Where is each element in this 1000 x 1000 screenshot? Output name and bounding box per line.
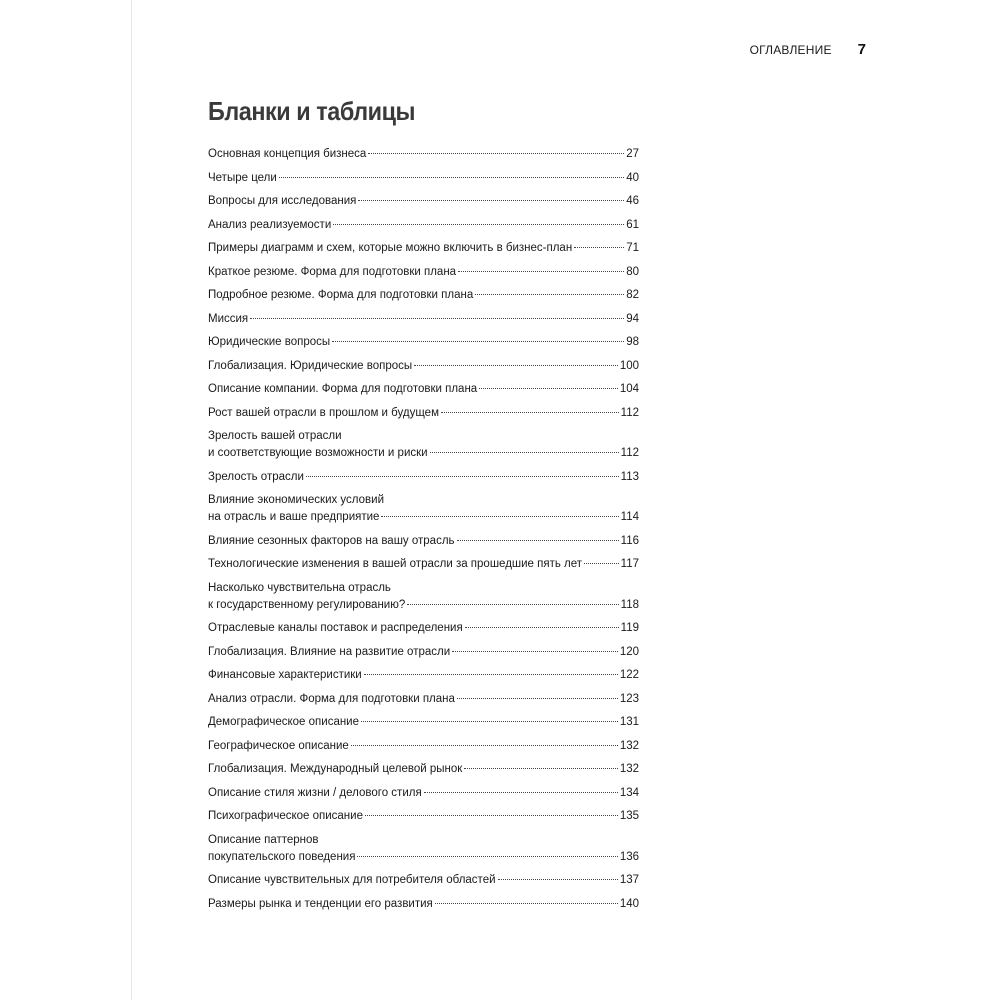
toc-entry-row — [208, 445, 639, 462]
toc-entry-row — [208, 533, 639, 550]
toc-entry-page: 82 — [626, 289, 639, 301]
toc-entry-title: Глобализация. Юридические вопросы — [208, 359, 413, 372]
dot-leader — [424, 792, 618, 793]
dot-leader — [414, 365, 618, 366]
toc-entry-page: 71 — [626, 242, 639, 254]
page-edge-line — [131, 0, 132, 1000]
dot-leader — [364, 674, 618, 675]
toc-entry-row — [208, 509, 639, 526]
toc-entry-row — [208, 667, 639, 684]
toc-entry-title: Зрелость отрасли — [208, 470, 304, 483]
toc-entry[interactable] — [208, 492, 639, 526]
toc-entry-title: Технологические изменения в вашей отрасли за прошедшие пять лет — [208, 558, 583, 570]
toc-entry-title: на отрасль и ваше предприятие — [208, 511, 380, 523]
toc-entry[interactable] — [208, 832, 639, 866]
toc-entry[interactable] — [208, 381, 639, 398]
dot-leader — [365, 815, 618, 816]
toc-entry-row — [208, 556, 639, 573]
toc-entry[interactable] — [208, 240, 639, 257]
toc-entry-title: Глобализация. Международный целевой рынок — [208, 763, 463, 775]
toc-entry[interactable] — [208, 533, 639, 550]
toc-entry[interactable] — [208, 691, 639, 708]
running-header — [750, 41, 866, 58]
toc-entry-title: Основная концепция бизнеса — [208, 148, 367, 160]
toc-entry[interactable] — [208, 193, 639, 210]
dot-leader — [465, 627, 619, 628]
toc-entry-title: Юридические вопросы — [208, 336, 331, 348]
toc-entry-page: 136 — [619, 850, 639, 863]
toc-entry-title: Отраслевые каналы поставок и распределения — [208, 622, 463, 634]
toc-entry-row — [208, 381, 639, 398]
toc-entry-title: Четыре цели — [208, 171, 277, 184]
toc-entry-row — [208, 738, 639, 755]
toc-entry-page: 118 — [620, 598, 639, 611]
toc-entry-page: 113 — [620, 470, 639, 483]
toc-entry-title: Психографическое описание — [208, 810, 363, 822]
dot-leader — [306, 476, 619, 477]
toc-entry-row — [208, 170, 639, 187]
dot-leader — [464, 768, 617, 769]
toc-entry-row — [208, 287, 639, 304]
toc-entry-page: 122 — [619, 669, 639, 681]
dot-leader — [357, 856, 617, 857]
toc-entry-title: покупательского поведения — [208, 850, 356, 863]
toc-entry-page: 112 — [620, 406, 639, 419]
toc-entry-page: 140 — [619, 897, 639, 910]
toc-entry-page: 132 — [619, 739, 639, 752]
toc-entry-title: Рост вашей отрасли в прошлом и будущем — [208, 406, 439, 419]
dot-leader — [479, 388, 618, 389]
toc-entry-title: Краткое резюме. Форма для подготовки плана — [208, 265, 457, 278]
toc-entry-page: 116 — [620, 534, 639, 547]
toc-entry-title: Вопросы для исследования — [208, 195, 357, 207]
toc-entry[interactable] — [208, 872, 639, 889]
toc-entry-title: Описание стиля жизни / делового стиля — [208, 786, 422, 799]
toc-entry-title: Финансовые характеристики — [208, 669, 362, 681]
toc-entry-page: 123 — [619, 692, 639, 705]
toc-entry[interactable] — [208, 808, 639, 825]
toc-entry-row — [208, 240, 639, 257]
toc-entry[interactable] — [208, 358, 639, 375]
toc-entry-row — [208, 597, 639, 614]
toc-entry-page: 114 — [620, 511, 639, 523]
toc-entry[interactable] — [208, 264, 639, 281]
toc-entry-row — [208, 405, 639, 422]
toc-entry-row — [208, 469, 639, 486]
toc-entry-title-line1: Описание паттернов — [208, 833, 319, 846]
toc-entry-page: 117 — [620, 558, 639, 570]
section-label: ОГЛАВЛЕНИЕ — [749, 43, 832, 57]
toc-entry-row — [208, 146, 639, 163]
toc-entry[interactable] — [208, 556, 639, 573]
toc-entry[interactable] — [208, 428, 639, 462]
dot-leader — [407, 604, 618, 605]
toc-entry-page: 98 — [626, 336, 639, 348]
toc-entry-row — [208, 620, 639, 637]
toc-entry-row — [208, 691, 639, 708]
toc-entry[interactable] — [208, 334, 639, 351]
toc-entry-title: Описание компании. Форма для подготовки плана — [208, 383, 478, 395]
toc-entry[interactable] — [208, 785, 639, 802]
page-number: 7 — [857, 41, 866, 58]
toc-entry-title: Глобализация. Влияние на развитие отрасли — [208, 645, 451, 658]
dot-leader — [457, 540, 619, 541]
toc-entry-title: Влияние сезонных факторов на вашу отрасль — [208, 534, 455, 547]
toc-entry[interactable] — [208, 405, 639, 422]
dot-leader — [361, 721, 618, 722]
dot-leader — [358, 200, 624, 201]
dot-leader — [457, 698, 618, 699]
toc-entry-row — [208, 193, 639, 210]
toc-list — [208, 146, 639, 919]
toc-entry-title-line1: Зрелость вашей отрасли — [208, 430, 342, 442]
toc-entry-page: 120 — [619, 645, 639, 658]
toc-entry[interactable] — [208, 896, 639, 913]
toc-entry-row — [208, 761, 639, 778]
toc-entry-row — [208, 872, 639, 889]
dot-leader — [435, 903, 618, 904]
dot-leader — [498, 879, 618, 880]
toc-entry-title: к государственному регулированию? — [208, 598, 406, 611]
dot-leader — [458, 271, 624, 272]
dot-leader — [441, 412, 619, 413]
toc-entry[interactable] — [208, 146, 639, 163]
toc-entry-page: 134 — [619, 786, 639, 799]
toc-entry-page: 80 — [626, 265, 639, 278]
toc-entry[interactable] — [208, 311, 639, 328]
toc-entry[interactable] — [208, 217, 639, 234]
toc-entry-page: 119 — [620, 622, 639, 634]
dot-leader — [381, 516, 618, 517]
toc-entry-page: 131 — [619, 716, 639, 728]
toc-entry-row — [208, 896, 639, 913]
toc-entry[interactable] — [208, 714, 639, 731]
toc-entry-title: Размеры рынка и тенденции его развития — [208, 897, 433, 910]
dot-leader — [475, 294, 624, 295]
toc-entry[interactable] — [208, 287, 639, 304]
toc-entry-title-line1: Насколько чувствительна отрасль — [208, 581, 391, 594]
toc-entry[interactable] — [208, 170, 639, 187]
toc-entry-page: 104 — [619, 383, 639, 395]
toc-entry-title: Миссия — [208, 312, 249, 325]
toc-entry-title: Анализ реализуемости — [208, 218, 332, 231]
toc-entry-title: Анализ отрасли. Форма для подготовки плана — [208, 692, 455, 705]
toc-entry-title-line1: Влияние экономических условий — [208, 494, 384, 506]
toc-entry-title: Демографическое описание — [208, 716, 360, 728]
toc-entry-page: 94 — [626, 312, 639, 325]
toc-entry[interactable] — [208, 761, 639, 778]
toc-entry-row — [208, 217, 639, 234]
toc-entry-title: Примеры диаграмм и схем, которые можно включить в бизнес-план — [208, 242, 573, 254]
toc-entry-title: Подробное резюме. Форма для подготовки плана — [208, 289, 474, 301]
dot-leader — [351, 745, 618, 746]
toc-entry[interactable] — [208, 738, 639, 755]
toc-entry-row — [208, 358, 639, 375]
toc-entry-row — [208, 334, 639, 351]
toc-entry-row — [208, 849, 639, 866]
toc-entry-page: 137 — [619, 874, 639, 886]
toc-entry[interactable] — [208, 620, 639, 637]
toc-entry-page: 27 — [626, 148, 639, 160]
toc-entry-row — [208, 644, 639, 661]
toc-entry-page: 40 — [626, 171, 639, 184]
dot-leader — [279, 177, 624, 178]
toc-entry-row — [208, 785, 639, 802]
dot-leader — [430, 452, 619, 453]
toc-entry-row — [208, 808, 639, 825]
toc-entry-page: 100 — [619, 359, 639, 372]
dot-leader — [574, 247, 624, 248]
toc-entry-page: 135 — [619, 810, 639, 822]
toc-entry[interactable] — [208, 580, 639, 614]
toc-entry-page: 46 — [626, 195, 639, 207]
toc-entry-page: 112 — [620, 447, 639, 459]
dot-leader — [333, 224, 624, 225]
toc-entry-title: Географическое описание — [208, 739, 349, 752]
toc-entry-row — [208, 264, 639, 281]
dot-leader — [452, 651, 618, 652]
toc-entry[interactable] — [208, 469, 639, 486]
dot-leader — [332, 341, 624, 342]
toc-entry-page: 61 — [626, 218, 639, 231]
page-title: Бланки и таблицы — [208, 96, 416, 126]
toc-entry-title: Описание чувствительных для потребителя областей — [208, 874, 496, 886]
dot-leader — [368, 153, 624, 154]
toc-entry-page: 132 — [619, 763, 639, 775]
toc-entry-title: и соответствующие возможности и риски — [208, 447, 428, 459]
toc-entry-row — [208, 311, 639, 328]
toc-entry[interactable] — [208, 667, 639, 684]
toc-entry[interactable] — [208, 644, 639, 661]
toc-entry-row — [208, 714, 639, 731]
dot-leader — [250, 318, 624, 319]
dot-leader — [584, 563, 619, 564]
